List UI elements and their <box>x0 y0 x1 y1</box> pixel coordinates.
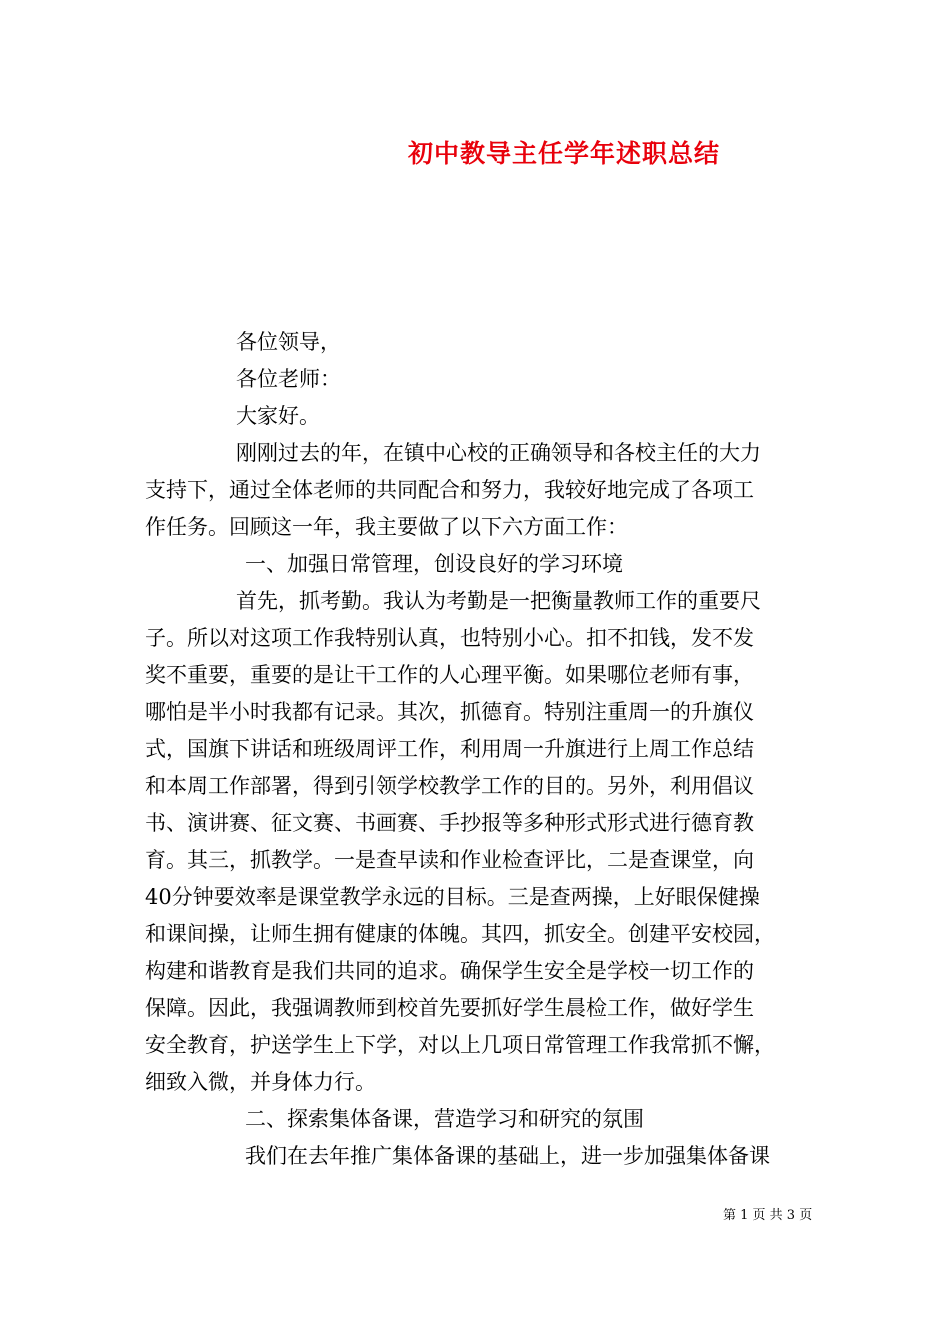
salutation-line: 各位老师： <box>236 367 341 391</box>
paragraph-line: 和课间操，让师生拥有健康的体魄。其四，抓安全。创建平安校园， <box>145 922 775 946</box>
greeting-line: 大家好。 <box>236 404 320 428</box>
paragraph-line: 育。其三，抓教学。一是查早读和作业检查评比，二是查课堂，向 <box>145 848 754 872</box>
paragraph-line: 我们在去年推广集体备课的基础上，进一步加强集体备课 <box>245 1144 770 1168</box>
paragraph-line: 保障。因此，我强调教师到校首先要抓好学生晨检工作，做好学生 <box>145 996 754 1020</box>
paragraph-line: 式，国旗下讲话和班级周评工作，利用周一升旗进行上周工作总结 <box>145 737 754 761</box>
page-number: 第 1 页 共 3 页 <box>723 1208 813 1223</box>
document-title: 初中教导主任学年述职总结 <box>407 139 720 168</box>
paragraph-line: 首先，抓考勤。我认为考勤是一把衡量教师工作的重要尺 <box>236 589 761 613</box>
paragraph-line: 刚刚过去的年，在镇中心校的正确领导和各校主任的大力 <box>236 441 761 465</box>
paragraph-line: 书、演讲赛、征文赛、书画赛、手抄报等多种形式形式进行德育教 <box>145 811 754 835</box>
section-heading: 二、探索集体备课，营造学习和研究的氛围 <box>245 1107 644 1131</box>
section-heading: 一、加强日常管理，创设良好的学习环境 <box>245 552 623 576</box>
paragraph-line: 作任务。回顾这一年，我主要做了以下六方面工作： <box>145 515 628 539</box>
paragraph-line: 细致入微，并身体力行。 <box>145 1070 376 1094</box>
paragraph-line: 子。所以对这项工作我特别认真，也特别小心。扣不扣钱，发不发 <box>145 626 754 650</box>
paragraph-line: 哪怕是半小时我都有记录。其次，抓德育。特别注重周一的升旗仪 <box>145 700 754 724</box>
paragraph-line: 支持下，通过全体老师的共同配合和努力，我较好地完成了各项工 <box>145 478 754 502</box>
paragraph-line: 构建和谐教育是我们共同的追求。确保学生安全是学校一切工作的 <box>145 959 754 983</box>
paragraph-line: 安全教育，护送学生上下学，对以上几项日常管理工作我常抓不懈， <box>145 1033 775 1057</box>
paragraph-line: 和本周工作部署，得到引领学校教学工作的目的。另外，利用倡议 <box>145 774 754 798</box>
paragraph-line: 40分钟要效率是课堂教学永远的目标。三是查两操，上好眼保健操 <box>145 885 760 909</box>
salutation-line: 各位领导， <box>236 330 341 354</box>
paragraph-line: 奖不重要，重要的是让干工作的人心理平衡。如果哪位老师有事， <box>145 663 754 687</box>
